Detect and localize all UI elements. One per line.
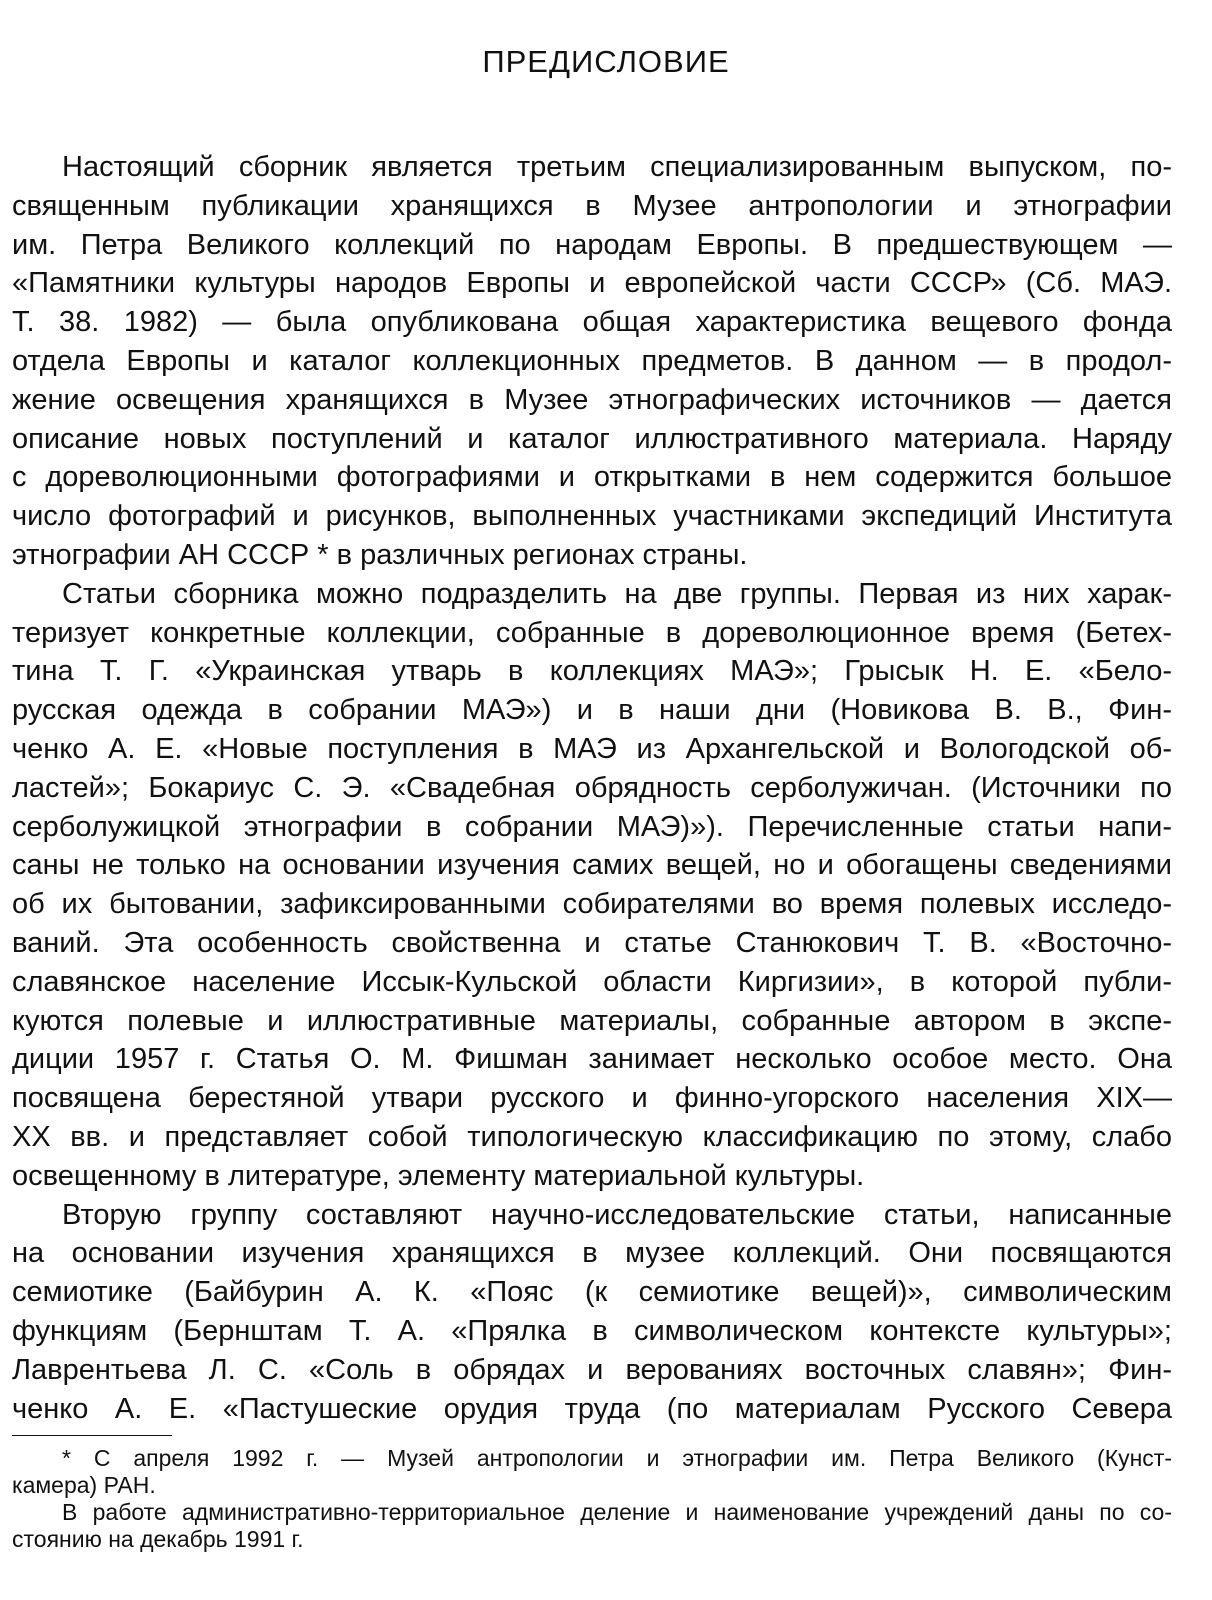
text-line: освещенному в литературе, элементу материальной культуры. <box>12 1159 865 1192</box>
footnotes <box>12 1445 1172 1553</box>
text-line: теризует конкретные коллекции, собранные в дореволюционное время (Бетех- <box>12 616 1172 649</box>
text-line: функциям (Бернштам Т. А. «Прялка в символическом контексте культуры»; <box>12 1314 1172 1347</box>
text-line: отдела Европы и каталог коллекционных предметов. В данном — в продол- <box>12 344 1172 377</box>
text-line: число фотографий и рисунков, выполненных участниками экспедиций Института <box>12 500 1172 533</box>
text-line: об их бытовании, зафиксированными собирателями во время полевых исследо- <box>12 888 1172 921</box>
text-line: Статьи сборника можно подразделить на две группы. Первая из них харак- <box>62 577 1172 610</box>
text-line: этнографии АН СССР * в различных регионах страны. <box>12 538 748 571</box>
text-line: семиотике (Байбурин А. К. «Пояс (к семиотике вещей)», символическим <box>12 1276 1172 1309</box>
text-line: серболужицкой этнографии в собрании МАЭ)»). Перечисленные статьи напи- <box>12 810 1172 843</box>
text-line: Настоящий сборник является третьим специализированным выпуском, по- <box>62 151 1172 183</box>
text-line: на основании изучения хранящихся в музее коллекций. Они посвящаются <box>12 1237 1172 1270</box>
text-line: русская одежда в собрании МАЭ») и в наши дни (Новикова В. В., Фин- <box>12 694 1172 727</box>
footnote-line: стоянию на декабрь 1991 г. <box>12 1526 304 1552</box>
text-line: ваний. Эта особенность свойственна и статье Станюкович Т. В. «Восточно- <box>12 926 1172 959</box>
footnote-line: камера) РАН. <box>12 1472 156 1498</box>
text-line: им. Петра Великого коллекций по народам Европы. В предшествующем — <box>12 228 1172 261</box>
text-line: куются полевые и иллюстративные материалы, собранные автором в экспе- <box>12 1004 1172 1037</box>
text-line: Т. 38. 1982) — была опубликована общая характеристика вещевого фонда <box>12 306 1172 339</box>
text-line: с дореволюционными фотографиями и открытками в нем содержится большое <box>12 461 1172 494</box>
text-line: XX вв. и представляет собой типологическую классификацию по этому, слабо <box>12 1120 1172 1153</box>
text-line: «Памятники культуры народов Европы и европейской части СССР» (Сб. МАЭ. <box>12 267 1172 300</box>
text-line: Вторую группу составляют научно-исследовательские статьи, написанные <box>62 1198 1172 1231</box>
text-line: тина Т. Г. «Украинская утварь в коллекциях МАЭ»; Грысык Н. Е. «Бело- <box>12 655 1172 688</box>
footnote-line: * С апреля 1992 г. — Музей антропологии и этнографии им. Петра Великого (Кунст- <box>62 1445 1172 1471</box>
page-title: ПРЕДИСЛОВИЕ <box>482 44 730 79</box>
text-line: ченко А. Е. «Новые поступления в МАЭ из Архангельской и Вологодской об- <box>12 732 1172 765</box>
text-line: ченко А. Е. «Пастушеские орудия труда (по материалам Русского Севера <box>12 1392 1172 1425</box>
text-line: славянское население Иссык-Кульской области Киргизии», в которой публи- <box>12 965 1172 998</box>
text-line: диции 1957 г. Статья О. М. Фишман занимает несколько особое место. Она <box>12 1043 1172 1076</box>
text-line: жение освещения хранящихся в Музее этнографических источников — дается <box>12 383 1172 416</box>
footnote-line: В работе административно-территориальное деление и наименование учреждений даны по со- <box>62 1499 1172 1525</box>
text-line: священным публикации хранящихся в Музее антропологии и этнографии <box>12 189 1172 222</box>
text-line: Лаврентьева Л. С. «Соль в обрядах и верованиях восточных славян»; Фин- <box>12 1353 1172 1386</box>
body-text <box>12 148 1172 1428</box>
text-line: описание новых поступлений и каталог иллюстративного материала. Наряду <box>12 422 1172 455</box>
text-line: ластей»; Бокариус С. Э. «Свадебная обрядность серболужичан. (Источники по <box>12 771 1172 804</box>
text-line: саны не только на основании изучения самих вещей, но и обогащены сведениями <box>12 849 1172 882</box>
text-line: посвящена берестяной утвари русского и финно-угорского населения XIX— <box>12 1082 1172 1115</box>
footnote-divider <box>12 1435 172 1436</box>
